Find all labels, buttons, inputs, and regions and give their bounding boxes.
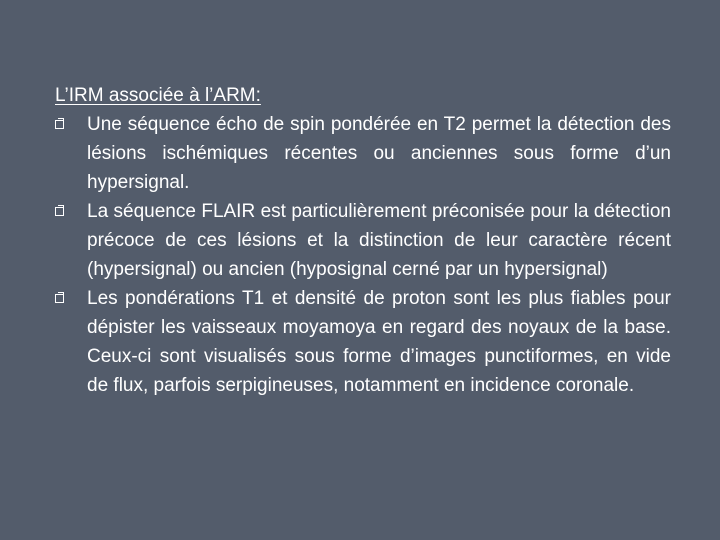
bullet-text: Les pondérations T1 et densité de proton sont les plus fiables pour dépister les vaisseaux moyamoya en regard des noyaux de la base. Ceux-ci sont visualisés sous forme d’images punctiformes, en vide de flux, parfois serpigineuses, notamment en incidence coronale. <box>87 288 671 396</box>
hollow-square-bullet-icon <box>55 207 64 216</box>
slide-heading: L’IRM associée à l’ARM: <box>55 85 261 106</box>
bullet-text: La séquence FLAIR est particulièrement préconisée pour la détection précoce de ces lésions et la distinction de leur caractère récent (hypersignal) ou ancien (hyposignal cerné par un hypersignal) <box>87 201 671 280</box>
hollow-square-bullet-icon <box>55 294 64 303</box>
bullet-text: Une séquence écho de spin pondérée en T2 permet la détection des lésions ischémiques récentes ou anciennes sous forme d’un hypersignal. <box>87 114 671 193</box>
bullet-item <box>55 197 671 284</box>
bullet-item <box>55 284 671 400</box>
slide-content <box>55 81 671 400</box>
bullet-item <box>55 110 671 197</box>
hollow-square-bullet-icon <box>55 120 64 129</box>
bullet-list <box>55 110 671 400</box>
